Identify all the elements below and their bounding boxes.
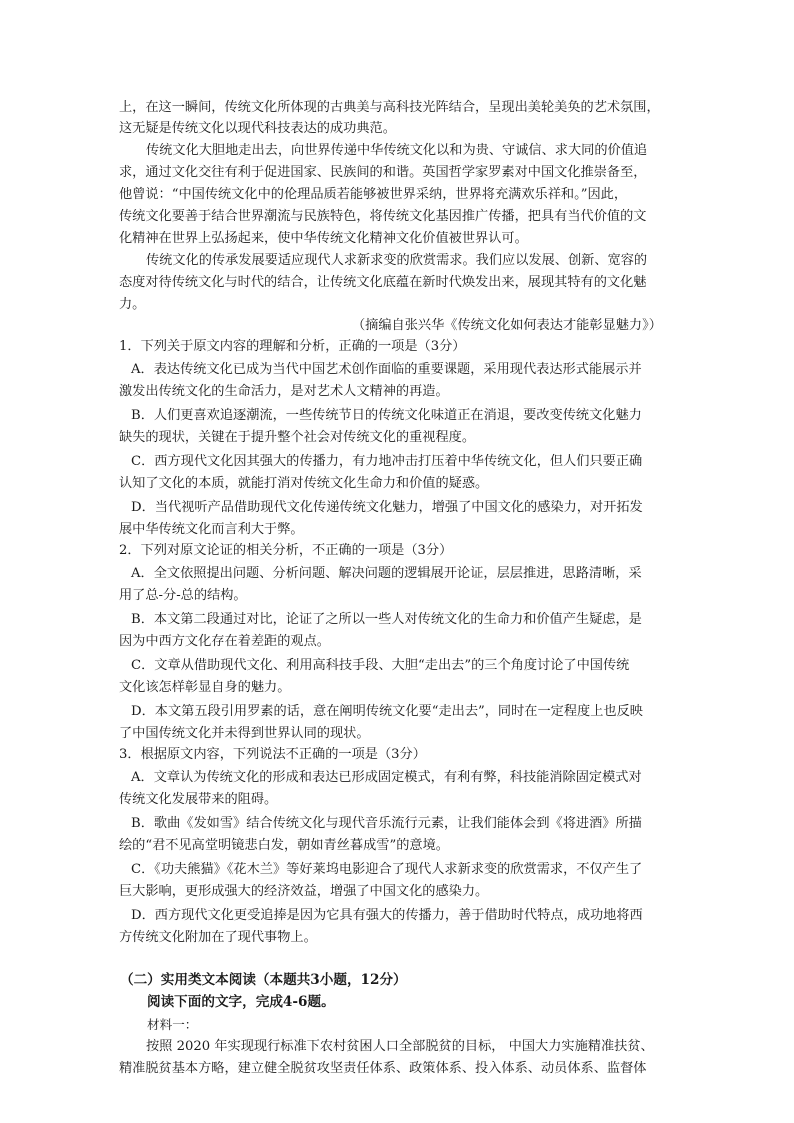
- material-1-line-1: 按照 2020 年实现现行标准下农村贫困人口全部脱贫的目标， 中国大力实施精准扶贫、: [146, 1039, 654, 1054]
- passage-line-10: 力。: [119, 297, 146, 312]
- question-2-option-b-line-2: 因为中西方文化存在着差距的观点。: [119, 634, 330, 649]
- question-3-option-c-line-1: C．《功夫熊猫》《花木兰》等好莱坞电影迎合了现代人求新求变的欣赏需求，不仅产生了: [131, 862, 643, 877]
- question-3-option-b-line-1: B．歌曲《发如雪》结合传统文化与现代音乐流行元素，让我们能体会到《将进酒》所描: [131, 816, 642, 831]
- section-2-heading: （二）实用类文本阅读（本题共3小题，12分）: [120, 972, 407, 988]
- passage-line-6: 传统文化要善于结合世界潮流与民族特色，将传统文化基因推广传播，把具有当代价值的文: [119, 209, 647, 224]
- passage-source: （摘编自张兴华《传统文化如何表达才能彰显魅力》）: [352, 318, 662, 333]
- question-2-option-a-line-2: 用了总-分-总的结构。: [119, 588, 247, 603]
- question-3-option-b-line-2: 绘的“君不见高堂明镜悲白发，朝如青丝暮成雪”的意境。: [119, 838, 449, 853]
- passage-line-9: 态度对待传统文化与时代的结合，让传统文化底蕴在新时代焕发出来，展现其特有的文化魅: [119, 275, 647, 290]
- question-2-stem: 2．下列对原文论证的相关分析，不正确的一项是（3分）: [119, 543, 453, 558]
- material-1-line-2: 精准脱贫基本方略，建立健全脱贫攻坚责任体系、政策体系、投入体系、动员体系、监督体: [119, 1061, 647, 1076]
- material-1-label: 材料一：: [147, 1017, 198, 1032]
- passage-line-3: 传统文化大胆地走出去，向世界传递中华传统文化以和为贵、守诚信、求大同的价值追: [146, 143, 648, 158]
- question-1-option-a-line-1: A．表达传统文化已成为当代中国艺术创作面临的重要课题，采用现代表达形式能展示并: [131, 362, 642, 377]
- question-2-option-c-line-1: C．文章从借助现代文化、利用高科技手段、大胆“走出去”的三个角度讨论了中国传统: [131, 658, 630, 673]
- passage-line-1: 上，在这一瞬间，传统文化所体现的古典美与高科技光阵结合，呈现出美轮美奂的艺术氛围，: [119, 100, 660, 115]
- question-1-option-c-line-2: 认知了文化的本质，就能打消对传统文化生命力和价值的疑惑。: [119, 476, 489, 491]
- question-3-option-a-line-1: A．文章认为传统文化的形成和表达已形成固定模式，有利有弊，科技能消除固定模式对: [131, 770, 642, 785]
- question-3-stem: 3．根据原文内容，下列说法不正确的一项是（3分）: [119, 747, 426, 762]
- question-2-option-a-line-1: A．全文依照提出问题、分析问题、解决问题的逻辑展开论证，层层推进，思路清晰，采: [131, 566, 642, 581]
- question-3-option-d-line-2: 方传统文化附加在了现代事物上。: [119, 930, 317, 945]
- passage-line-4: 求，通过文化交往有利于促进国家、民族间的和谐。英国哲学家罗素对中国文化推崇备至，: [119, 165, 647, 180]
- passage-line-7: 化精神在世界上弘扬起来，使中华传统文化精神文化价值被世界认可。: [119, 231, 528, 246]
- question-1-option-c-line-1: C．西方现代文化因其强大的传播力，有力地冲击打压着中华传统文化，但人们只要正确: [131, 454, 643, 469]
- question-2-option-c-line-2: 文化该怎样彰显自身的魅力。: [119, 680, 291, 695]
- question-1-option-d-line-2: 展中华传统文化而言利大于弊。: [119, 522, 304, 537]
- question-2-option-d-line-1: D．本文第五段引用罗素的话，意在阐明传统文化要“走出去”，同时在一定程度上也反映: [131, 704, 643, 719]
- question-2-option-d-line-2: 了中国传统文化并未得到世界认同的现状。: [119, 726, 370, 741]
- passage-line-8: 传统文化的传承发展要适应现代人求新求变的欣赏需求。我们应以发展、创新、宽容的: [146, 253, 648, 268]
- passage-line-5: 他曾说：“中国传统文化中的伦理品质若能够被世界采纳，世界将充满欢乐祥和。”因此，: [119, 187, 628, 202]
- question-1-stem: 1．下列关于原文内容的理解和分析，正确的一项是（3分）: [119, 339, 466, 354]
- section-2-instruction: 阅读下面的文字，完成4-6题。: [147, 994, 335, 1010]
- passage-line-2: 这无疑是传统文化以现代科技表达的成功典范。: [119, 121, 396, 136]
- question-3-option-d-line-1: D．西方现代文化更受追捧是因为它具有强大的传播力，善于借助时代特点，成功地将西: [131, 908, 643, 923]
- question-1-option-a-line-2: 激发出传统文化的生命活力，是对艺术人文精神的再造。: [119, 384, 449, 399]
- question-2-option-b-line-1: B．本文第二段通过对比，论证了之所以一些人对传统文化的生命力和价值产生疑虑，是: [131, 612, 642, 627]
- question-1-option-b-line-1: B．人们更喜欢追逐潮流，一些传统节日的传统文化味道正在消退，要改变传统文化魅力: [131, 408, 642, 423]
- question-3-option-c-line-2: 巨大影响，更形成强大的经济效益，增强了中国文化的感染力。: [119, 884, 489, 899]
- question-3-option-a-line-2: 传统文化发展带来的阻碍。: [119, 792, 278, 807]
- question-1-option-b-line-2: 缺失的现状，关键在于提升整个社会对传统文化的重视程度。: [119, 430, 476, 445]
- question-1-option-d-line-1: D．当代视听产品借助现代文化传递传统文化魅力，增强了中国文化的感染力，对开拓发: [131, 500, 643, 515]
